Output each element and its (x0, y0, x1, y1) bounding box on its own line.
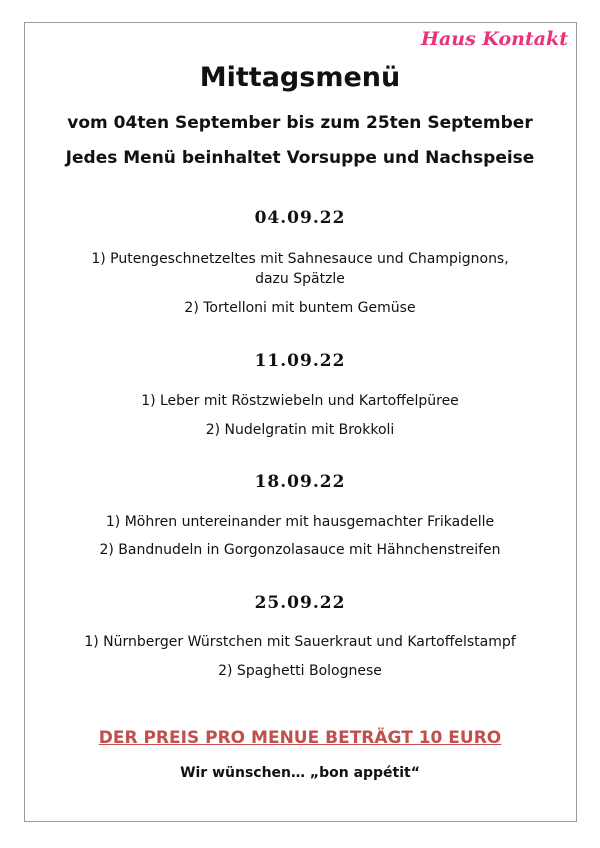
menu-period: vom 04ten September bis zum 25ten September (67, 113, 533, 133)
day-date: 18.09.22 (254, 472, 346, 492)
day-date: 25.09.22 (254, 593, 346, 613)
brand-logo: Haus Kontakt (421, 28, 568, 50)
menu-includes-note: Jedes Menü beinhaltet Vorsuppe und Nachspeise (65, 148, 535, 168)
dish-2: 2) Bandnudeln in Gorgonzolasauce mit Hähnchenstreifen (99, 542, 501, 558)
dish-1: 1) Nürnberger Würstchen mit Sauerkraut und Kartoffelstampf (84, 634, 516, 650)
page-title: Mittagsmenü (199, 62, 401, 93)
dish-1: 1) Möhren untereinander mit hausgemachter Frikadelle (105, 514, 495, 530)
closing-wish: Wir wünschen… „bon appétit“ (180, 765, 420, 781)
day-date: 11.09.22 (254, 351, 346, 371)
dish-1: 1) Leber mit Röstzwiebeln und Kartoffelpüree (141, 393, 459, 409)
day-date: 04.09.22 (254, 208, 346, 228)
dish-2: 2) Spaghetti Bolognese (218, 663, 382, 679)
dish-2: 2) Tortelloni mit buntem Gemüse (184, 300, 416, 316)
dish-1: 1) Putengeschnetzeltes mit Sahnesauce und Champignons, (91, 251, 509, 267)
price-note: DER PREIS PRO MENUE BETRÄGT 10 EURO (98, 728, 502, 748)
dish-1-continued: dazu Spätzle (255, 271, 345, 287)
dish-2: 2) Nudelgratin mit Brokkoli (205, 422, 395, 438)
